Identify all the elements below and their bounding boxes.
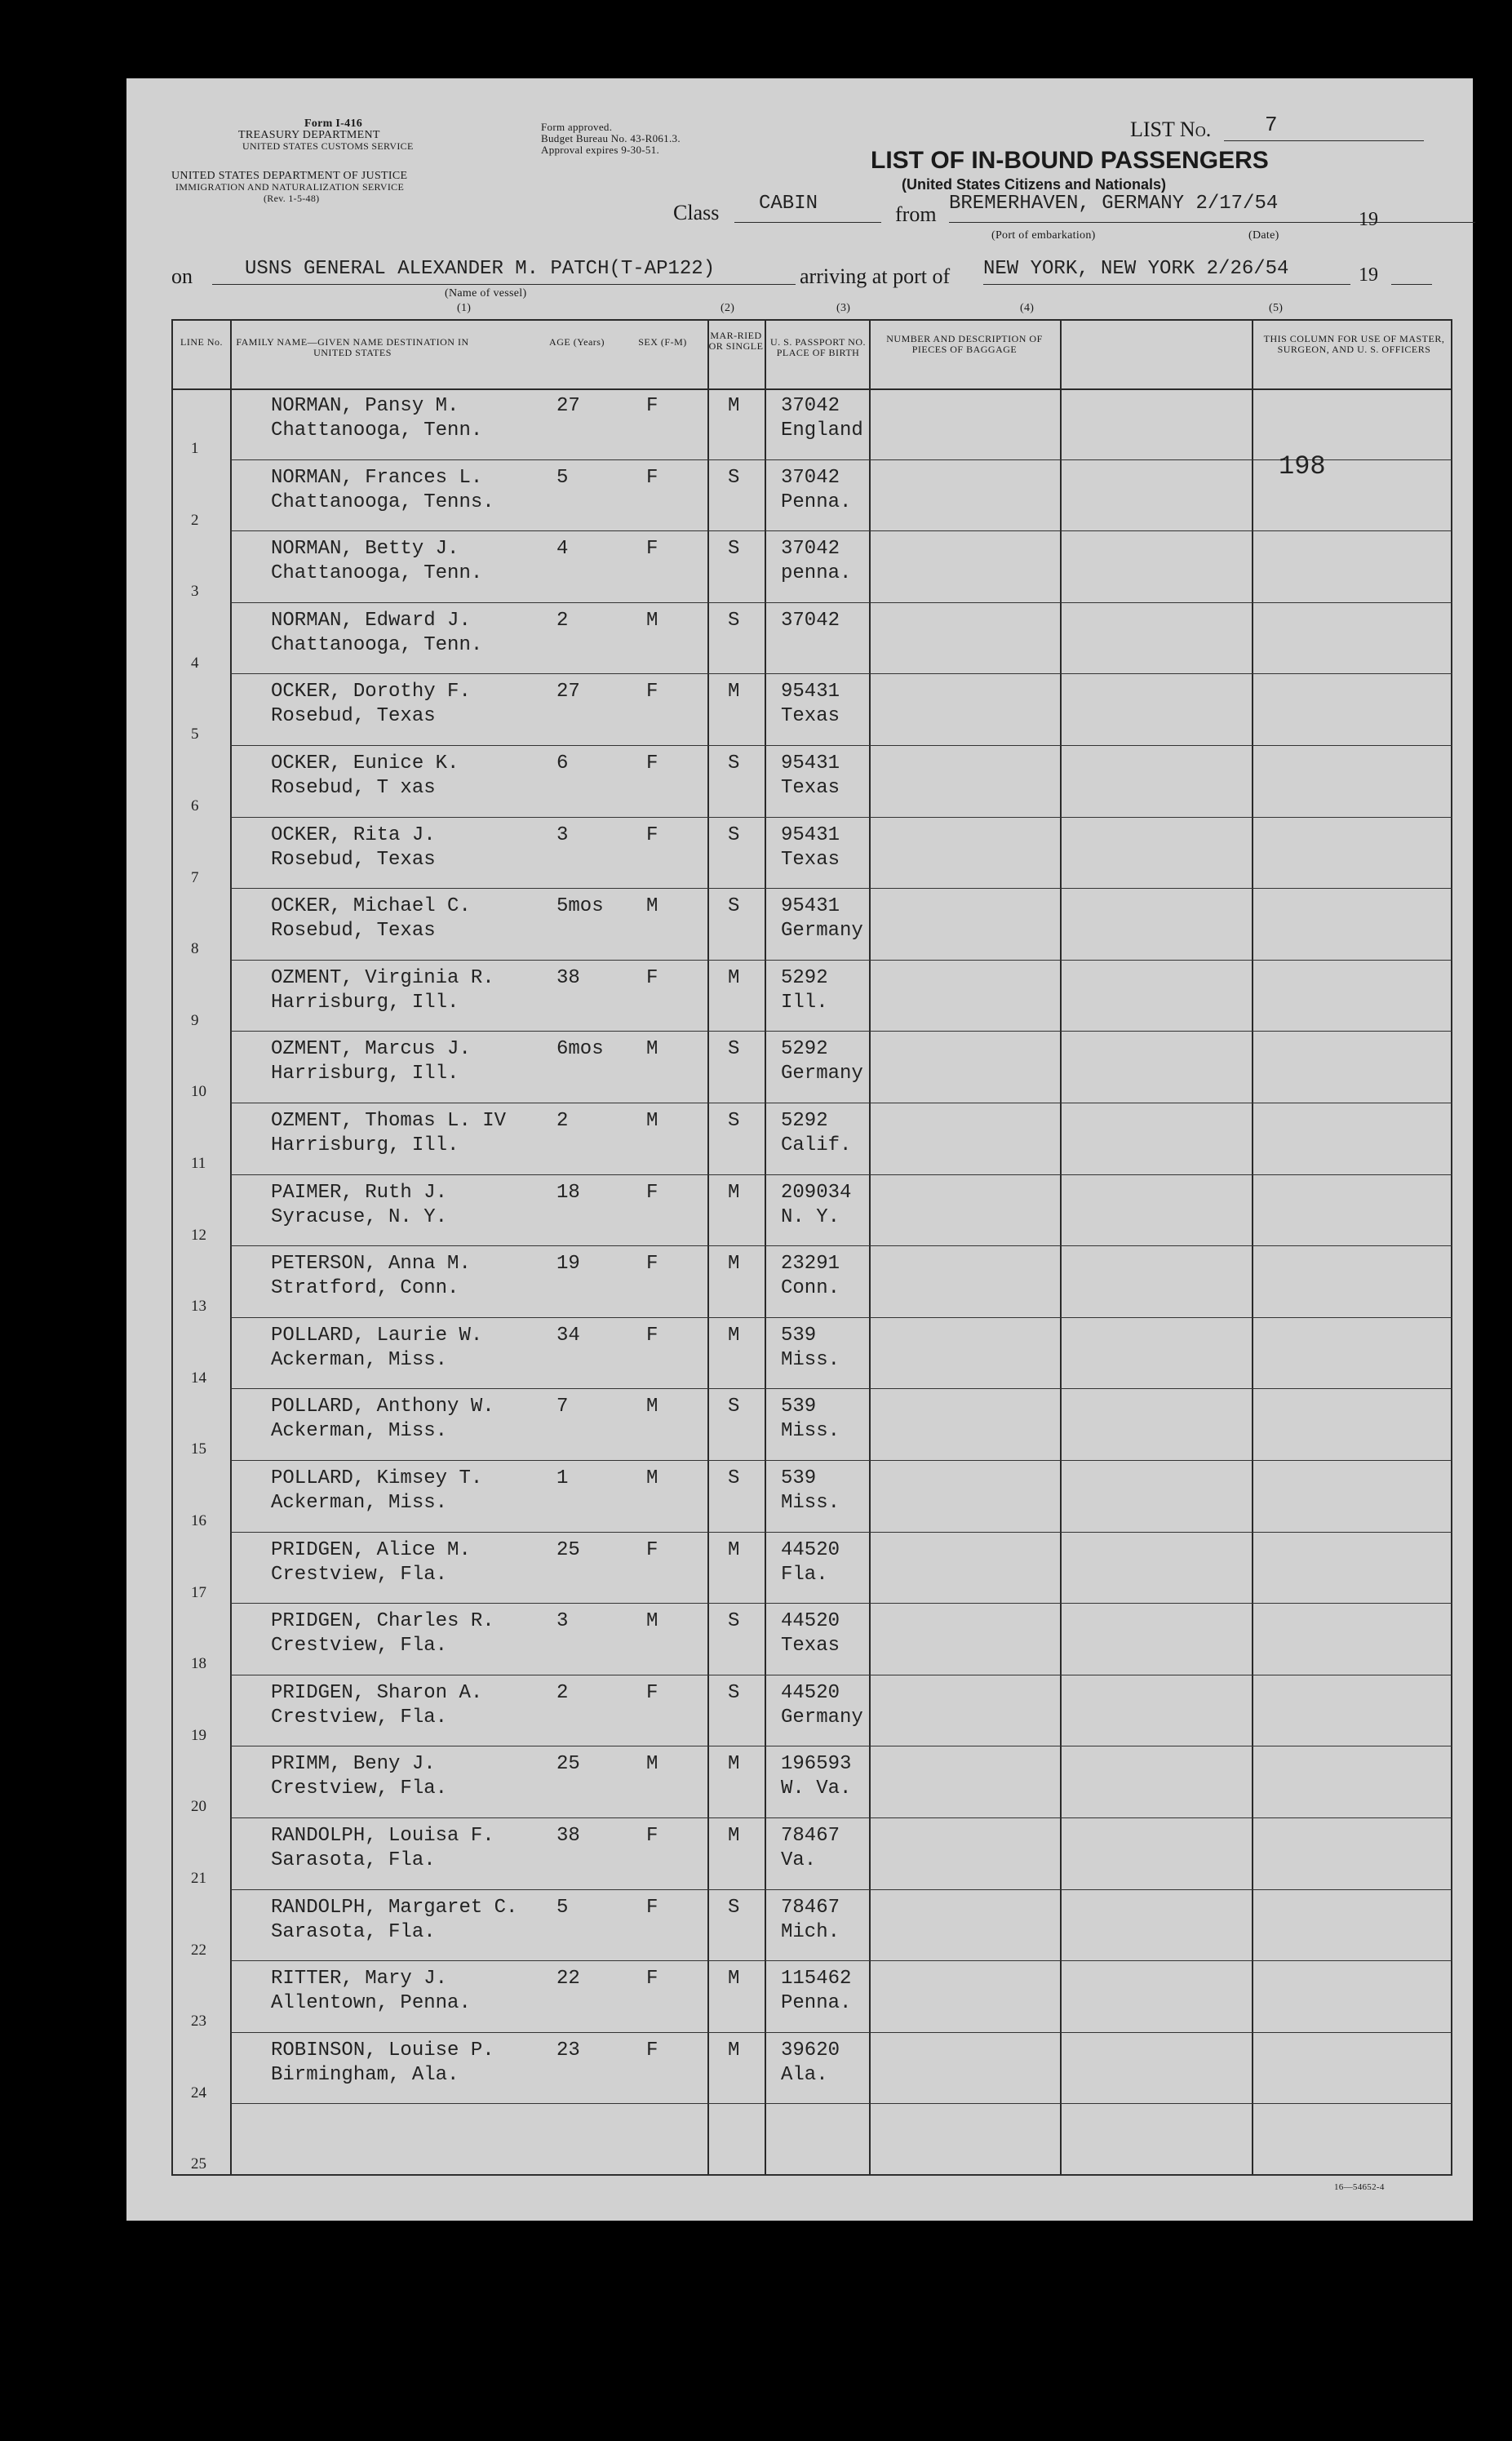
- row-rule: [230, 602, 1452, 603]
- passenger-destination: Harrisburg, Ill.: [271, 1063, 459, 1085]
- marital-status: S: [728, 823, 740, 846]
- table-row: [173, 389, 1451, 461]
- passport-number: 115462: [781, 1968, 852, 1991]
- marital-status: S: [728, 466, 740, 489]
- marital-status: S: [728, 1396, 740, 1418]
- passport-number: 5292: [781, 1038, 828, 1061]
- line-number: 6: [191, 797, 199, 814]
- passenger-destination: Chattanooga, Tenn.: [271, 419, 483, 442]
- on-label: on: [171, 264, 193, 288]
- place-of-birth: Penna.: [781, 490, 852, 513]
- passenger-age: 4: [556, 538, 569, 561]
- passenger-age: 25: [556, 1753, 580, 1776]
- passenger-sex: F: [646, 966, 658, 989]
- passenger-age: 2: [556, 609, 569, 632]
- passenger-destination: Harrisburg, Ill.: [271, 991, 459, 1014]
- approval-line-1: Form approved.: [541, 121, 613, 133]
- year-suffix-2: 19: [1359, 264, 1378, 286]
- place-of-birth: W. Va.: [781, 1777, 852, 1800]
- dept-line-4: IMMIGRATION AND NATURALIZATION SERVICE: [175, 181, 405, 193]
- row-rule: [230, 817, 1452, 818]
- passenger-name: POLLARD, Kimsey T.: [271, 1467, 483, 1489]
- passenger-age: 22: [556, 1968, 580, 1991]
- row-rule: [230, 1603, 1452, 1604]
- place-of-birth: Miss.: [781, 1492, 840, 1514]
- col-num-3: (3): [836, 302, 851, 314]
- table-row: [173, 890, 1451, 961]
- passport-number: 95431: [781, 823, 840, 846]
- passenger-age: 19: [556, 1253, 580, 1276]
- passenger-age: 5mos: [556, 895, 604, 918]
- row-rule: [230, 1532, 1452, 1533]
- from-label: from: [895, 202, 937, 226]
- marital-status: M: [728, 395, 740, 417]
- table-row: [173, 1819, 1451, 1891]
- list-no-rule: [1224, 140, 1424, 141]
- table-row: [173, 1676, 1451, 1748]
- passenger-sex: F: [646, 1896, 658, 1919]
- line-number: 8: [191, 940, 199, 958]
- passenger-age: 2: [556, 1110, 569, 1132]
- passenger-destination: Syracuse, N. Y.: [271, 1205, 448, 1228]
- dept-line-2: UNITED STATES CUSTOMS SERVICE: [242, 140, 414, 152]
- class-rule: [734, 222, 881, 223]
- passenger-name: PRIDGEN, Alice M.: [271, 1538, 471, 1561]
- passenger-sex: M: [646, 1467, 658, 1489]
- passenger-sex: F: [646, 752, 658, 774]
- table-row: [173, 604, 1451, 676]
- table-row: [173, 1319, 1451, 1391]
- row-rule: [230, 1245, 1452, 1246]
- passport-number: 37042: [781, 466, 840, 489]
- year-suffix-1: 19: [1359, 209, 1378, 230]
- passenger-name: PRIDGEN, Sharon A.: [271, 1681, 483, 1704]
- passport-number: 44520: [781, 1538, 840, 1561]
- passport-number: 95431: [781, 752, 840, 774]
- officer-note: 198: [1279, 451, 1326, 482]
- passenger-sex: M: [646, 895, 658, 918]
- place-of-birth: Fla.: [781, 1563, 828, 1586]
- table-row: [173, 1104, 1451, 1176]
- passenger-name: OCKER, Rita J.: [271, 823, 436, 846]
- marital-status: M: [728, 2039, 740, 2062]
- marital-status: M: [728, 1753, 740, 1776]
- passenger-destination: Chattanooga, Tenns.: [271, 490, 494, 513]
- place-of-birth: Germany: [781, 920, 863, 943]
- col-header-age: AGE (Years): [549, 336, 605, 348]
- marital-status: M: [728, 1324, 740, 1347]
- punch-hole: [91, 249, 131, 288]
- passenger-age: 5: [556, 466, 569, 489]
- table-row: [173, 1032, 1451, 1104]
- class-label: Class: [673, 201, 720, 224]
- line-number: 7: [191, 868, 199, 886]
- passenger-sex: F: [646, 1253, 658, 1276]
- list-no-value: 7: [1265, 113, 1278, 137]
- passenger-age: 38: [556, 966, 580, 989]
- passenger-destination: Sarasota, Fla.: [271, 1920, 436, 1943]
- year-rule: [1391, 284, 1432, 285]
- line-number: 4: [191, 654, 199, 672]
- dept-line-3: UNITED STATES DEPARTMENT OF JUSTICE: [171, 170, 408, 182]
- passenger-sex: F: [646, 1324, 658, 1347]
- marital-status: S: [728, 1896, 740, 1919]
- passenger-destination: Chattanooga, Tenn.: [271, 633, 483, 656]
- passenger-name: PAIMER, Ruth J.: [271, 1181, 448, 1204]
- footer-code: 16—54652-4: [1334, 2182, 1385, 2192]
- arrival-value: NEW YORK, NEW YORK 2/26/54: [983, 258, 1289, 280]
- col-num-2: (2): [721, 302, 735, 314]
- passenger-sex: M: [646, 1396, 658, 1418]
- line-number: 13: [191, 1298, 206, 1316]
- passenger-age: 6: [556, 752, 569, 774]
- page-subtitle: (United States Citizens and Nationals): [902, 176, 1167, 193]
- revision: (Rev. 1-5-48): [264, 193, 320, 204]
- punch-hole: [91, 643, 131, 682]
- place-of-birth: Germany: [781, 1063, 863, 1085]
- col-num-4: (4): [1020, 302, 1035, 314]
- arriving-label: arriving at port of: [800, 264, 951, 288]
- passenger-name: OZMENT, Virginia R.: [271, 966, 494, 989]
- vessel-value: USNS GENERAL ALEXANDER M. PATCH(T-AP122): [245, 258, 716, 280]
- line-number: 5: [191, 726, 199, 743]
- passport-number: 539: [781, 1467, 817, 1489]
- marital-status: M: [728, 1181, 740, 1204]
- passenger-sex: F: [646, 1968, 658, 1991]
- table-row: [173, 1247, 1451, 1319]
- passenger-destination: Chattanooga, Tenn.: [271, 562, 483, 585]
- passenger-name: NORMAN, Pansy M.: [271, 395, 459, 417]
- marital-status: S: [728, 752, 740, 774]
- passenger-destination: Rosebud, Texas: [271, 705, 436, 728]
- table-row: [173, 675, 1451, 747]
- table-row: [173, 2034, 1451, 2106]
- table-row: [173, 1533, 1451, 1605]
- table-row: [173, 1604, 1451, 1676]
- port-embark-label: (Port of embarkation): [991, 229, 1096, 242]
- col-num-1: (1): [457, 302, 472, 314]
- passenger-destination: Stratford, Conn.: [271, 1277, 459, 1300]
- passenger-age: 3: [556, 823, 569, 846]
- place-of-birth: Germany: [781, 1706, 863, 1729]
- passenger-destination: Ackerman, Miss.: [271, 1420, 448, 1443]
- passenger-destination: Allentown, Penna.: [271, 1992, 471, 2015]
- passenger-destination: Crestview, Fla.: [271, 1777, 448, 1800]
- form-number: Form I-416: [304, 118, 363, 130]
- place-of-birth: Texas: [781, 848, 840, 871]
- marital-status: M: [728, 1538, 740, 1561]
- table-row: [173, 1176, 1451, 1248]
- place-of-birth: N. Y.: [781, 1205, 840, 1228]
- passenger-sex: F: [646, 681, 658, 703]
- passenger-destination: Sarasota, Fla.: [271, 1849, 436, 1871]
- line-number: 22: [191, 1941, 206, 1959]
- passport-number: 78467: [781, 1825, 840, 1847]
- passenger-sex: F: [646, 1181, 658, 1204]
- passenger-name: NORMAN, Edward J.: [271, 609, 471, 632]
- passenger-name: OCKER, Michael C.: [271, 895, 471, 918]
- table-row: [173, 747, 1451, 819]
- line-number: 24: [191, 2084, 206, 2101]
- passenger-age: 1: [556, 1467, 569, 1489]
- passenger-destination: Rosebud, Texas: [271, 920, 436, 943]
- passport-number: 539: [781, 1396, 817, 1418]
- passenger-sex: M: [646, 1753, 658, 1776]
- table-row: [173, 461, 1451, 533]
- table-row: [173, 1462, 1451, 1533]
- passport-number: 5292: [781, 1110, 828, 1132]
- table-row: [173, 819, 1451, 890]
- passenger-age: 27: [556, 681, 580, 703]
- line-number: 11: [191, 1155, 206, 1172]
- table-row: [173, 961, 1451, 1033]
- passenger-name: OCKER, Dorothy F.: [271, 681, 471, 703]
- row-rule: [230, 2032, 1452, 2033]
- col-header-baggage: NUMBER AND DESCRIPTION OF PIECES OF BAGGAGE: [886, 333, 1043, 355]
- marital-status: S: [728, 538, 740, 561]
- passenger-name: NORMAN, Betty J.: [271, 538, 459, 561]
- place-of-birth: Ill.: [781, 991, 828, 1014]
- row-rule: [230, 530, 1452, 531]
- passenger-age: 27: [556, 395, 580, 417]
- place-of-birth: Ala.: [781, 2063, 828, 2086]
- place-of-birth: Texas: [781, 777, 840, 799]
- passenger-name: ROBINSON, Louise P.: [271, 2039, 494, 2062]
- passenger-destination: Harrisburg, Ill.: [271, 1134, 459, 1156]
- passport-number: 209034: [781, 1181, 852, 1204]
- marital-status: S: [728, 1610, 740, 1633]
- row-rule: [230, 2103, 1452, 2104]
- passenger-name: POLLARD, Anthony W.: [271, 1396, 494, 1418]
- row-rule: [230, 960, 1452, 961]
- place-of-birth: Calif.: [781, 1134, 852, 1156]
- marital-status: S: [728, 1467, 740, 1489]
- passport-number: 37042: [781, 395, 840, 417]
- line-number: 14: [191, 1369, 206, 1387]
- passenger-age: 2: [556, 1681, 569, 1704]
- passport-number: 44520: [781, 1610, 840, 1633]
- passenger-sex: F: [646, 2039, 658, 2062]
- class-value: CABIN: [759, 193, 818, 215]
- line-number: 25: [191, 2155, 206, 2173]
- passenger-destination: Crestview, Fla.: [271, 1563, 448, 1586]
- passenger-sex: F: [646, 466, 658, 489]
- row-rule: [230, 1817, 1452, 1818]
- passenger-name: OZMENT, Marcus J.: [271, 1038, 471, 1061]
- row-rule: [230, 1031, 1452, 1032]
- passenger-name: OCKER, Eunice K.: [271, 752, 459, 774]
- place-of-birth: Penna.: [781, 1992, 852, 2015]
- punch-hole: [91, 124, 131, 163]
- line-number: 9: [191, 1011, 199, 1029]
- passenger-sex: F: [646, 823, 658, 846]
- place-of-birth: Texas: [781, 705, 840, 728]
- passenger-sex: M: [646, 1110, 658, 1132]
- col-header-officers: THIS COLUMN FOR USE OF MASTER, SURGEON, AND U. S. OFFICERS: [1263, 333, 1445, 355]
- list-no-label: LIST No.: [1130, 118, 1212, 141]
- arrival-rule: [983, 284, 1350, 285]
- passport-number: 95431: [781, 681, 840, 703]
- passenger-sex: F: [646, 1825, 658, 1847]
- passenger-sex: M: [646, 1038, 658, 1061]
- marital-status: M: [728, 681, 740, 703]
- passenger-age: 3: [556, 1610, 569, 1633]
- col-header-line: LINE No.: [180, 336, 223, 348]
- place-of-birth: Va.: [781, 1849, 817, 1871]
- line-number: 21: [191, 1870, 206, 1887]
- row-rule: [230, 1388, 1452, 1389]
- line-number: 19: [191, 1726, 206, 1744]
- passenger-age: 25: [556, 1538, 580, 1561]
- passenger-sex: M: [646, 609, 658, 632]
- passenger-destination: Rosebud, T xas: [271, 777, 436, 799]
- passenger-name: POLLARD, Laurie W.: [271, 1324, 483, 1347]
- line-number: 16: [191, 1512, 206, 1529]
- col-header-married: MAR-RIED OR SINGLE: [708, 330, 764, 352]
- passport-number: 539: [781, 1324, 817, 1347]
- line-number: 12: [191, 1226, 206, 1244]
- place-of-birth: Texas: [781, 1635, 840, 1658]
- row-rule: [230, 1960, 1452, 1961]
- passport-number: 44520: [781, 1681, 840, 1704]
- place-of-birth: Conn.: [781, 1277, 840, 1300]
- from-value: BREMERHAVEN, GERMANY 2/17/54: [949, 193, 1279, 215]
- passenger-name: OZMENT, Thomas L. IV: [271, 1110, 507, 1132]
- line-number: 1: [191, 440, 199, 457]
- passenger-age: 18: [556, 1181, 580, 1204]
- passport-number: 5292: [781, 966, 828, 989]
- passenger-age: 6mos: [556, 1038, 604, 1061]
- col-header-sex: SEX (F-M): [638, 336, 687, 348]
- row-rule: [230, 1460, 1452, 1461]
- passenger-list-sheet: [126, 78, 1473, 2221]
- from-rule: [949, 222, 1475, 223]
- row-rule: [230, 2175, 1452, 2176]
- passenger-table: [171, 319, 1452, 2176]
- approval-line-2: Budget Bureau No. 43-R061.3.: [541, 132, 681, 144]
- line-number: 10: [191, 1083, 206, 1101]
- marital-status: M: [728, 1968, 740, 1991]
- place-of-birth: Miss.: [781, 1348, 840, 1371]
- passenger-age: 23: [556, 2039, 580, 2062]
- passport-number: 95431: [781, 895, 840, 918]
- place-of-birth: England: [781, 419, 863, 442]
- passenger-name: PETERSON, Anna M.: [271, 1253, 471, 1276]
- col-header-passport: U. S. PASSPORT NO. PLACE OF BIRTH: [770, 336, 866, 358]
- passport-number: 39620: [781, 2039, 840, 2062]
- passport-number: 196593: [781, 1753, 852, 1776]
- passenger-name: RANDOLPH, Margaret C.: [271, 1896, 518, 1919]
- passenger-destination: Ackerman, Miss.: [271, 1492, 448, 1514]
- passenger-destination: Crestview, Fla.: [271, 1635, 448, 1658]
- place-of-birth: Miss.: [781, 1420, 840, 1443]
- passport-number: 37042: [781, 609, 840, 632]
- passenger-age: 38: [556, 1825, 580, 1847]
- passport-number: 23291: [781, 1253, 840, 1276]
- line-number: 20: [191, 1798, 206, 1816]
- row-rule: [230, 888, 1452, 889]
- marital-status: M: [728, 1253, 740, 1276]
- row-rule: [230, 745, 1452, 746]
- col-num-5: (5): [1269, 302, 1284, 314]
- table-row: [173, 1747, 1451, 1819]
- vessel-label: (Name of vessel): [445, 287, 527, 300]
- marital-status: S: [728, 1038, 740, 1061]
- punch-hole: [91, 457, 131, 496]
- row-rule: [230, 1889, 1452, 1890]
- table-row: [173, 1962, 1451, 2034]
- table-row: [173, 532, 1451, 604]
- marital-status: M: [728, 966, 740, 989]
- place-of-birth: Mich.: [781, 1920, 840, 1943]
- marital-status: S: [728, 895, 740, 918]
- line-number: 17: [191, 1583, 206, 1601]
- col-header-name: FAMILY NAME—GIVEN NAME DESTINATION IN UNITED STATES: [236, 336, 469, 358]
- passenger-destination: Ackerman, Miss.: [271, 1348, 448, 1371]
- line-number: 3: [191, 583, 199, 601]
- passenger-name: RITTER, Mary J.: [271, 1968, 448, 1991]
- place-of-birth: penna.: [781, 562, 852, 585]
- passenger-sex: M: [646, 1610, 658, 1633]
- row-rule: [230, 459, 1452, 460]
- row-rule: [230, 1317, 1452, 1318]
- passport-number: 78467: [781, 1896, 840, 1919]
- table-row: [173, 2105, 1451, 2177]
- page-title: LIST OF IN-BOUND PASSENGERS: [871, 147, 1269, 174]
- marital-status: M: [728, 1825, 740, 1847]
- passenger-name: PRIDGEN, Charles R.: [271, 1610, 494, 1633]
- passenger-destination: Crestview, Fla.: [271, 1706, 448, 1729]
- row-rule: [230, 673, 1452, 674]
- passenger-name: PRIMM, Beny J.: [271, 1753, 436, 1776]
- passenger-destination: Birmingham, Ala.: [271, 2063, 459, 2086]
- table-row: [173, 1390, 1451, 1462]
- passenger-age: 5: [556, 1896, 569, 1919]
- table-row: [173, 1891, 1451, 1963]
- passenger-age: 7: [556, 1396, 569, 1418]
- passport-number: 37042: [781, 538, 840, 561]
- line-number: 23: [191, 2013, 206, 2030]
- date-label: (Date): [1248, 229, 1279, 242]
- passenger-sex: F: [646, 538, 658, 561]
- marital-status: S: [728, 1681, 740, 1704]
- passenger-sex: F: [646, 1681, 658, 1704]
- vessel-rule: [212, 284, 796, 285]
- line-number: 2: [191, 511, 199, 529]
- line-number: 15: [191, 1440, 206, 1458]
- passenger-age: 34: [556, 1324, 580, 1347]
- passenger-sex: F: [646, 1538, 658, 1561]
- passenger-destination: Rosebud, Texas: [271, 848, 436, 871]
- row-rule: [230, 1174, 1452, 1175]
- dept-line-1: TREASURY DEPARTMENT: [238, 129, 380, 141]
- marital-status: S: [728, 609, 740, 632]
- approval-line-3: Approval expires 9-30-51.: [541, 144, 660, 156]
- passenger-sex: F: [646, 395, 658, 417]
- marital-status: S: [728, 1110, 740, 1132]
- passenger-name: NORMAN, Frances L.: [271, 466, 483, 489]
- passenger-name: RANDOLPH, Louisa F.: [271, 1825, 494, 1847]
- line-number: 18: [191, 1655, 206, 1673]
